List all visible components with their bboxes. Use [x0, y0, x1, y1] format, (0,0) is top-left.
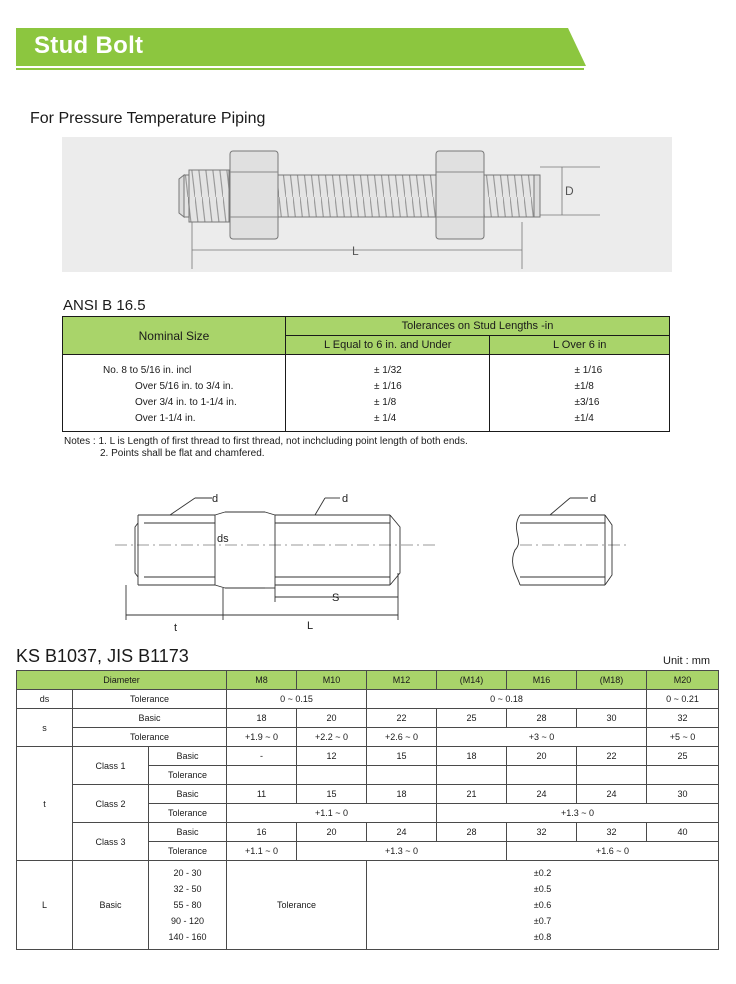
ds-tolerance-label: Tolerance: [73, 690, 227, 709]
ds-label: ds: [17, 690, 73, 709]
table-cell: +1.3 ~ 0: [297, 842, 507, 861]
class-1-label: Class 1: [73, 747, 149, 785]
table-cell: [297, 766, 367, 785]
label-ds: ds: [217, 533, 229, 545]
note-1: Notes : 1. L is Length of first thread to first thread, not inchcluding point length of both ends.: [64, 436, 468, 447]
table-cell: 25: [647, 747, 719, 766]
table-cell: 40: [647, 823, 719, 842]
l-tol: ±0.7: [533, 916, 552, 926]
table-cell: 32: [577, 823, 647, 842]
l-range: 90 - 120: [170, 916, 205, 926]
table-cell: 24: [577, 785, 647, 804]
notes: [64, 436, 468, 460]
table-cell: 30: [577, 709, 647, 728]
table-cell: 20: [507, 747, 577, 766]
table-cell: +2.6 ~ 0: [367, 728, 437, 747]
section-title: For Pressure Temperature Piping: [30, 110, 266, 127]
table-cell: +2.2 ~ 0: [297, 728, 367, 747]
under6-2: ± 1/16: [374, 381, 402, 392]
over-6-cell: [490, 355, 670, 432]
l-ranges-cell: [149, 861, 227, 950]
l-tol: ±0.8: [533, 932, 552, 942]
table-cell: [367, 766, 437, 785]
table-cell: 20: [297, 709, 367, 728]
table-cell: [647, 766, 719, 785]
stud-bolt-drawing: [62, 137, 672, 272]
dim-d-label: D: [565, 184, 574, 198]
ds-tol-1: 0 ~ 0.15: [227, 690, 367, 709]
over6-1: ± 1/16: [574, 365, 603, 376]
table-cell: 18: [227, 709, 297, 728]
size-1: No. 8 to 5/16 in. incl: [103, 365, 192, 376]
table-cell: +1.1 ~ 0: [227, 842, 297, 861]
c3-basic-label: Basic: [149, 823, 227, 842]
size-m10: M10: [297, 671, 367, 690]
over6-3: ±3/16: [574, 397, 600, 408]
c2-basic-label: Basic: [149, 785, 227, 804]
size-m12: M12: [367, 671, 437, 690]
stud-bolt-illustration: [62, 137, 672, 272]
class-3-label: Class 3: [73, 823, 149, 861]
table-cell: +5 ~ 0: [647, 728, 719, 747]
l-tol: ±0.5: [533, 884, 552, 894]
size-m8: M8: [227, 671, 297, 690]
table-cell: [227, 766, 297, 785]
table-cell: 30: [647, 785, 719, 804]
table-cell: 22: [367, 709, 437, 728]
stud-dimension-diagram: [100, 485, 640, 635]
table-cell: 32: [507, 823, 577, 842]
class-2-label: Class 2: [73, 785, 149, 823]
table-cell: 21: [437, 785, 507, 804]
table-cell: 32: [647, 709, 719, 728]
label-l: L: [307, 620, 314, 632]
table-cell: [437, 766, 507, 785]
l-basic-label: Basic: [73, 861, 149, 950]
table-cell: 16: [227, 823, 297, 842]
under6-1: ± 1/32: [374, 365, 402, 376]
ks-stud-table: [16, 670, 719, 950]
under6-3: ± 1/8: [374, 397, 397, 408]
table-cell: 11: [227, 785, 297, 804]
table-cell: 28: [507, 709, 577, 728]
c1-basic-label: Basic: [149, 747, 227, 766]
size-m14: (M14): [437, 671, 507, 690]
l-range: 140 - 160: [168, 932, 207, 942]
col-over-6: L Over 6 in: [490, 336, 670, 355]
size-2: Over 5/16 in. to 3/4 in.: [135, 381, 234, 392]
size-m16: M16: [507, 671, 577, 690]
l-range: 55 - 80: [173, 900, 202, 910]
ds-tol-3: 0 ~ 0.21: [647, 690, 719, 709]
label-d-right: d: [590, 493, 597, 505]
table-cell: 18: [367, 785, 437, 804]
under-6-cell: [286, 355, 490, 432]
over6-4: ±1/4: [574, 413, 594, 424]
l-range: 20 - 30: [173, 868, 202, 878]
table-cell: +1.3 ~ 0: [437, 804, 719, 823]
table-cell: 25: [437, 709, 507, 728]
s-tolerance-label: Tolerance: [73, 728, 227, 747]
col-tolerances: Tolerances on Stud Lengths -in: [286, 317, 670, 336]
table-cell: 18: [437, 747, 507, 766]
size-4: Over 1-1/4 in.: [135, 413, 196, 424]
l-tol: ±0.2: [533, 868, 552, 878]
label-d-left: d: [212, 493, 219, 505]
table-cell: +1.9 ~ 0: [227, 728, 297, 747]
unit-label: Unit : mm: [663, 655, 711, 667]
col-under-6: L Equal to 6 in. and Under: [286, 336, 490, 355]
note-2: 2. Points shall be flat and chamfered.: [100, 448, 265, 459]
table-cell: [507, 766, 577, 785]
table-cell: +3 ~ 0: [437, 728, 647, 747]
table-cell: 15: [367, 747, 437, 766]
title-underline: [16, 68, 584, 70]
l-tol: ±0.6: [533, 900, 552, 910]
l-tolerance-label: Tolerance: [227, 861, 367, 950]
diameter-header: Diameter: [17, 671, 227, 690]
table-cell: 28: [437, 823, 507, 842]
table-cell: +1.6 ~ 0: [507, 842, 719, 861]
dim-l-label: L: [352, 244, 359, 258]
table-cell: [577, 766, 647, 785]
ansi-title: ANSI B 16.5: [63, 297, 146, 314]
c3-tolerance-label: Tolerance: [149, 842, 227, 861]
label-t: t: [174, 622, 178, 634]
table-cell: 24: [507, 785, 577, 804]
table-cell: 12: [297, 747, 367, 766]
l-tols-cell: [367, 861, 719, 950]
ds-tol-2: 0 ~ 0.18: [367, 690, 647, 709]
size-3: Over 3/4 in. to 1-1/4 in.: [135, 397, 237, 408]
size-m18: (M18): [577, 671, 647, 690]
table-cell: -: [227, 747, 297, 766]
l-range: 32 - 50: [173, 884, 202, 894]
table-cell: +1.1 ~ 0: [227, 804, 437, 823]
c2-tolerance-label: Tolerance: [149, 804, 227, 823]
t-label: t: [17, 747, 73, 861]
size-m20: M20: [647, 671, 719, 690]
table-cell: 15: [297, 785, 367, 804]
l-label: L: [17, 861, 73, 950]
table-cell: 24: [367, 823, 437, 842]
over6-2: ±1/8: [574, 381, 594, 392]
c1-tolerance-label: Tolerance: [149, 766, 227, 785]
under6-4: ± 1/4: [374, 413, 397, 424]
ks-title: KS B1037, JIS B1173: [16, 646, 189, 666]
table-cell: 20: [297, 823, 367, 842]
table-cell: 22: [577, 747, 647, 766]
ansi-tolerance-table: [62, 316, 670, 432]
s-basic-label: Basic: [73, 709, 227, 728]
nominal-sizes-cell: [63, 355, 286, 432]
label-d-mid: d: [342, 493, 349, 505]
page-title: Stud Bolt: [34, 32, 144, 59]
label-s: S: [332, 592, 340, 604]
col-nominal-size: Nominal Size: [63, 317, 286, 355]
s-label: s: [17, 709, 73, 747]
